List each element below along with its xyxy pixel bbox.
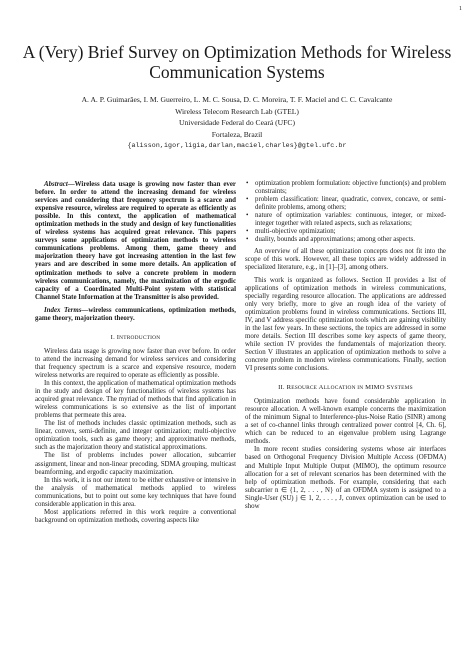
intro-paragraph-1: Wireless data usage is growing now faster than ever before. In order to attend the increasing demand for wireless services and considering that frequency spectrum is a scarce and expensive resource, modern wireless networks are required to operate as efficiently as possible. [35,347,236,379]
paper-title: A (Very) Brief Survey on Optimization Methods for Wireless Communication Systems [22,42,452,82]
affiliation-lab: Wireless Telecom Research Lab (GTEL) [175,106,299,116]
bullet-item: • nature of optimization variables: continuous, integer, or mixed-integer together with related aspects, such as relaxations; [245,212,446,228]
section-heading-resource-allocation: II. RESOURCE ALLOCATION IN MIMO SYSTEMS [278,384,413,392]
abstract-text: —Wireless data usage is growing now faster than ever before. In order to attend the increasing demand for wireless services and considering that frequency spectrum is a scarce and expensive resource, wireless are required to operate as efficiently as possible. In this context, the application of mathematical optimization methods in the study and design of key functionalities of wireless systems has acquired great relevance. This papers surveys some applications of optimization methods to wireless communications problems. Among them, game theory and majorization theory have got increasing attention in the last few years and are described in some more details. An application of optimization methods to solve a concrete problem in modern wireless communications, namely, the maximization of the ergodic capacity of a Coordinated Multi-Point system with statistical Channel State Information at the Transmitter is also provided. [35,181,236,301]
intro-paragraph-3: The list of methods includes classic optimization methods, such as linear, convex, semi-definite, and integer optimization; multi-objective optimization tools, such as game theory; and approximative methods, such as the majorization theory and statistical approximations. [35,420,236,452]
organization-paragraph: This work is organized as follows. Section II provides a list of applications of optimization methods in wireless communications, specially regarding resource allocation. The applications are addressed only very briefly, more to give an rough idea of the variety of optimization problems found in wireless communications. Sections III, IV, and V address specific optimization tools which are gaining visibility in the last few years. In these sections, the topics are addressed in some more details. Section III describes some key aspects of game theory, while section IV provides the fundamentals of majorization theory. Section V illustrates an application of optimization methods to solve a concrete problem in modern wireless communications. Finally, section VI presents some conclusions. [245,276,446,373]
index-terms [35,307,236,323]
bullet-item: • problem classification: linear, quadratic, convex, concave, or semi-definite problems, among others; [245,196,446,212]
page-number: 1 [459,6,462,12]
intro-paragraph-4: The list of problems includes power allocation, subcarrier assignment, linear and non-linear precoding, SDMA grouping, multicast beamforming, and ergodic capacity maximization. [35,452,236,476]
index-terms-text: —wireless communications, optimization methods, game theory, majorization theory. [35,306,236,322]
author-list: A. A. P. Guimarães, I. M. Guerreiro, L. M. C. Sousa, D. C. Moreira, T. F. Maciel and C. C. Cavalcante [81,95,393,104]
abstract-label: Abstract [44,181,68,188]
left-column [35,181,236,525]
intro-paragraph-2: In this context, the application of mathematical optimization methods in the study and design of key functionalities of wireless systems has acquired great relevance. The myriad of methods that find application in wireless communications is so extensive as the list of important problems that permeate this area. [35,380,236,420]
author-block [0,94,474,152]
right-column [245,180,446,511]
intro-paragraph-5: In this work, it is not our intent to be either exhaustive or intensive in the analysis of mathematical methods applied to wireless communications, but to point out some key techniques that have found considerable application in this area. [35,476,236,508]
location: Fortaleza, Brazil [211,129,263,139]
index-terms-label: Index Terms [44,306,82,314]
section-heading-introduction: I. INTRODUCTION [110,333,161,341]
abstract [35,181,236,302]
bullet-item: • multi-objective optimization; [245,228,446,236]
bullet-item: • duality, bounds and approximations; among other aspects. [245,236,446,244]
section2-paragraph-2: In more recent studies considering systems whose air interfaces based on Orthogonal Frequency Division Multiple Access (OFDMA) and Multiple Input Multiple Output (MIMO), the optimum resource allocation for a set of relevant scenarios has been determined with the help of optimization methods. For example, considering that each subcarrier n ∈ {1, 2, . . . , N} of an OFDMA system is assigned to a Single-User (SU) j ∈ 1, 2, . . . , J, convex optimization can be used to show [245,446,446,510]
topic-bullet-list [245,180,446,244]
bullet-item: • optimization problem formulation: objective function(s) and problem constraints; [245,180,446,196]
affiliation-university: Universidade Federal do Ceará (UFC) [179,118,295,127]
intro-paragraph-6: Most applications referred in this work require a conventional background on optimization methods, covering aspects like [35,508,236,524]
overview-paragraph: An overview of all these optimization concepts does not fit into the scope of this work. However, all these topics are widely addressed in specialized literature, e.g., in [1]–[3], among others. [245,248,446,272]
section2-paragraph-1: Optimization methods have found considerable application in resource allocation. A well-known example concerns the maximization of the minimum Signal to Interference-plus-Noise Ratio (SINR) among a set of co-channel links through centralized power control [4, Ch. 6], which can be reduced to an eigenvalue problem using Lagrange methods. [245,398,446,446]
author-emails: {alisson,igor,ligia,darlan,maciel,charles}@gtel.ufc.br [127,142,347,149]
